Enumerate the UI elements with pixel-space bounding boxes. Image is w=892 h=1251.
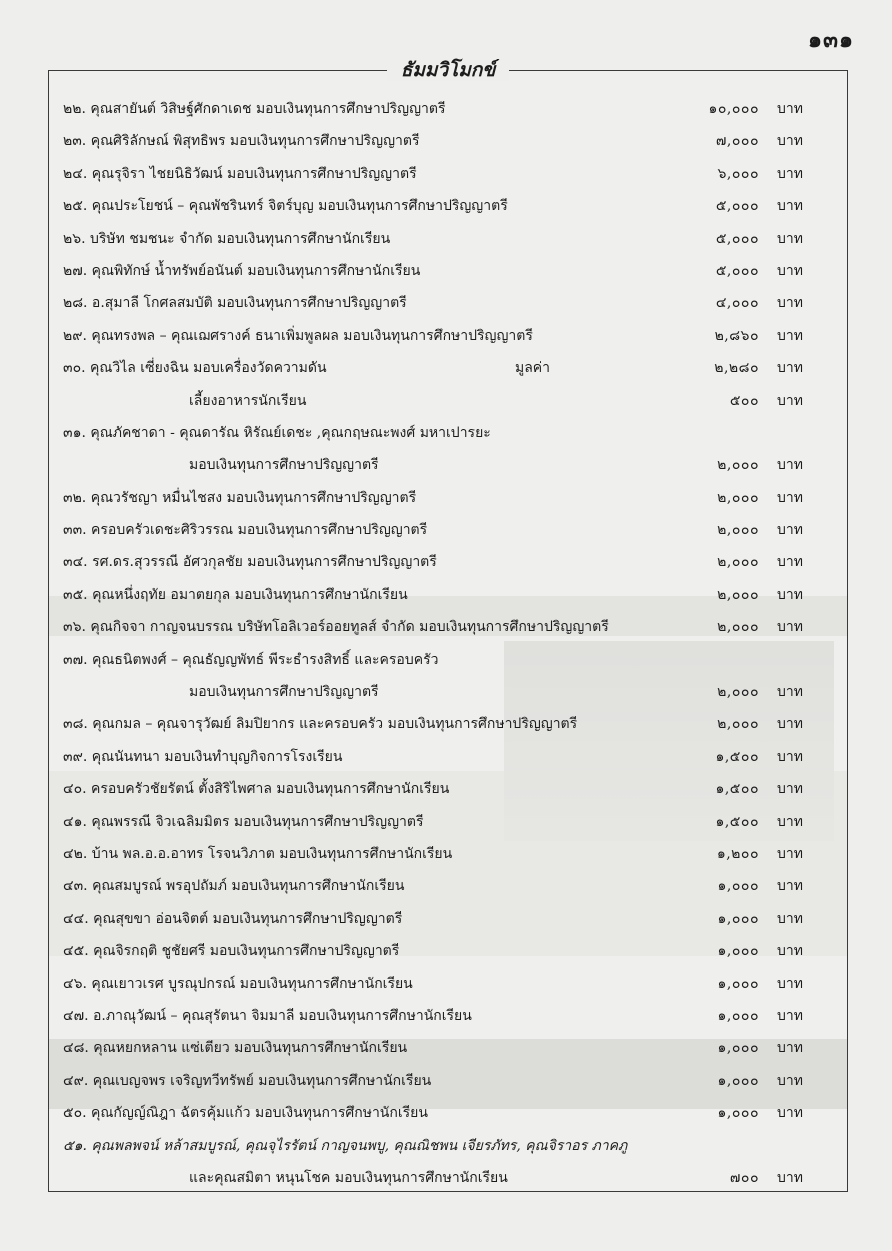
donor-description: มอบเงินทุนการศึกษาปริญญาตรี: [189, 684, 379, 701]
donation-amount: ๔,๐๐๐: [715, 295, 759, 312]
currency-unit: บาท: [777, 327, 803, 344]
donation-amount: ๒,๒๘๐: [714, 360, 759, 377]
donor-description: ๓๗. คุณธนิตพงศ์ – คุณธัญญพัทธ์ พีระธำรงสิทธิ์ และครอบครัว: [63, 651, 439, 668]
list-item: [49, 91, 847, 123]
donation-amount: ๕,๐๐๐: [715, 230, 759, 247]
donor-description: ๓๙. คุณนันทนา มอบเงินทำบุญกิจการโรงเรียน: [63, 748, 343, 765]
donation-amount: ๑,๕๐๐: [715, 781, 759, 798]
donor-description: ๔๘. คุณหยกหลาน แซ่เตียว มอบเงินทุนการศึกษานักเรียน: [63, 1040, 408, 1057]
list-item-continuation: [49, 674, 847, 706]
list-item: [49, 836, 847, 868]
donor-description: ๓๐. คุณวิไล เซี่ยงฉิน มอบเครื่องวัดความดัน: [63, 360, 327, 377]
list-item-continuation: [49, 447, 847, 479]
currency-unit: บาท: [777, 101, 803, 117]
donor-description: ๕๐. คุณกัญญ์ณิฎา ฉัตรคุ้มแก้ว มอบเงินทุนการศึกษานักเรียน: [63, 1105, 428, 1122]
currency-unit: บาท: [777, 716, 803, 733]
donor-description: ๔๐. ครอบครัวชัยรัตน์ ตั้งสิริไพศาล มอบเงินทุนการศึกษานักเรียน: [63, 781, 450, 798]
currency-unit: บาท: [777, 1072, 803, 1089]
list-item: [49, 739, 847, 771]
currency-unit: บาท: [777, 457, 803, 474]
list-item: [49, 221, 847, 253]
value-label: มูลค่า: [515, 360, 551, 377]
currency-unit: บาท: [777, 619, 803, 636]
donation-amount: ๖,๐๐๐: [717, 165, 759, 182]
currency-unit: บาท: [777, 133, 803, 150]
donor-description: ๔๙. คุณเบญจพร เจริญทวีทรัพย์ มอบเงินทุนการศึกษานักเรียน: [63, 1072, 432, 1089]
donor-description: ๓๓. ครอบครัวเดชะศิริวรรณ มอบเงินทุนการศึกษาปริญญาตรี: [63, 522, 428, 539]
donor-description: ๓๕. คุณหนึ่งฤทัย อมาตยกุล มอบเงินทุนการศึกษานักเรียน: [63, 586, 408, 603]
donor-description: ๓๔. รศ.ดร.สุวรรณี อัศวกุลชัย มอบเงินทุนการศึกษาปริญญาตรี: [63, 554, 437, 571]
currency-unit: บาท: [777, 586, 803, 603]
currency-unit: บาท: [777, 943, 803, 960]
currency-unit: บาท: [777, 554, 803, 571]
currency-unit: บาท: [777, 1040, 803, 1057]
donor-description: ๓๖. คุณกิจจา กาญจนบรรณ บริษัทโอลิเวอร์ออยทูลส์ จำกัด มอบเงินทุนการศึกษาปริญญาตรี: [63, 619, 609, 636]
list-item: [49, 350, 847, 382]
donor-description: ๒๙. คุณทรงพล – คุณเฌศรางค์ ธนาเพิ่มพูลผล มอบเงินทุนการศึกษาปริญญาตรี: [63, 327, 533, 344]
donation-amount: ๑,๕๐๐: [715, 748, 759, 765]
donor-description: ๒๖. บริษัท ชมชนะ จำกัด มอบเงินทุนการศึกษานักเรียน: [63, 230, 391, 247]
currency-unit: บาท: [777, 845, 803, 862]
donor-description: ๓๒. คุณวรัชญา หมื่นไชสง มอบเงินทุนการศึกษาปริญญาตรี: [63, 489, 417, 506]
donation-amount: ๒,๐๐๐: [717, 586, 759, 603]
donor-list: [49, 91, 847, 1192]
donation-amount: ๑,๐๐๐: [717, 975, 759, 992]
list-item: [49, 1030, 847, 1062]
currency-unit: บาท: [777, 489, 803, 506]
currency-unit: บาท: [777, 1007, 803, 1024]
donation-amount: ๒,๘๖๐: [714, 327, 759, 344]
list-item: [49, 933, 847, 965]
donor-description: ๔๒. บ้าน พล.อ.อ.อาทร โรจนวิภาต มอบเงินทุนการศึกษานักเรียน: [63, 845, 453, 862]
currency-unit: บาท: [777, 1105, 803, 1122]
currency-unit: บาท: [777, 748, 803, 765]
donation-amount: ๒,๐๐๐: [717, 684, 759, 701]
donation-amount: ๑,๕๐๐: [715, 813, 759, 830]
donor-description: ๒๗. คุณพิทักษ์ น้ำทรัพย์อนันต์ มอบเงินทุนการศึกษานักเรียน: [63, 262, 421, 279]
page-number: ๑๓๑: [808, 27, 854, 53]
donation-amount: ๒,๐๐๐: [717, 489, 759, 506]
donor-description: ๒๒. คุณสายันต์ วิสิษฐ์ศักดาเดช มอบเงินทุนการศึกษาปริญญาตรี: [63, 101, 446, 117]
donation-amount: ๑,๒๐๐: [716, 845, 759, 862]
donation-amount: ๗,๐๐๐: [715, 133, 759, 150]
list-item: [49, 544, 847, 576]
currency-unit: บาท: [777, 1169, 803, 1186]
donor-list-frame: [48, 59, 848, 1192]
list-item: [49, 253, 847, 285]
donation-amount: ๕,๐๐๐: [715, 262, 759, 279]
donation-amount: ๒,๐๐๐: [717, 716, 759, 733]
list-item: [49, 285, 847, 317]
list-item-continuation: [49, 1160, 847, 1192]
donation-amount: ๒,๐๐๐: [717, 554, 759, 571]
list-item: [49, 1128, 847, 1160]
donation-amount: ๒,๐๐๐: [717, 522, 759, 539]
currency-unit: บาท: [777, 262, 803, 279]
list-item: [49, 706, 847, 738]
list-item: [49, 577, 847, 609]
donation-amount: ๕๐๐: [729, 392, 759, 409]
donation-amount: ๒,๐๐๐: [717, 619, 759, 636]
donation-amount: ๑,๐๐๐: [717, 943, 759, 960]
currency-unit: บาท: [777, 165, 803, 182]
donation-amount: ๑๐,๐๐๐: [708, 101, 759, 117]
currency-unit: บาท: [777, 975, 803, 992]
currency-unit: บาท: [777, 522, 803, 539]
donor-description: ๒๓. คุณศิริลักษณ์ พิสุทธิพร มอบเงินทุนการศึกษาปริญญาตรี: [63, 133, 420, 150]
section-title: ธัมมวิโมกข์: [49, 55, 847, 85]
donation-amount: ๒,๐๐๐: [717, 457, 759, 474]
donor-description: ๔๕. คุณจิรกฤติ ชูชัยศรี มอบเงินทุนการศึกษาปริญญาตรี: [63, 943, 400, 960]
currency-unit: บาท: [777, 360, 803, 377]
currency-unit: บาท: [777, 392, 803, 409]
list-item: [49, 966, 847, 998]
list-item-continuation: [49, 383, 847, 415]
list-item: [49, 642, 847, 674]
currency-unit: บาท: [777, 878, 803, 895]
currency-unit: บาท: [777, 781, 803, 798]
list-item: [49, 1095, 847, 1127]
list-item: [49, 868, 847, 900]
donor-description: ๕๑. คุณพลพจน์ หล้าสมบูรณ์, คุณจุไรรัตน์ กาญจนพบู, คุณณิชพน เจียรภัทร, คุณจิราอร ภาคภู: [63, 1137, 628, 1154]
currency-unit: บาท: [777, 684, 803, 701]
donor-description: ๔๖. คุณเยาวเรศ บูรณุปกรณ์ มอบเงินทุนการศึกษานักเรียน: [63, 975, 413, 992]
donor-description: เลี้ยงอาหารนักเรียน: [189, 392, 307, 409]
list-item: [49, 156, 847, 188]
list-item: [49, 480, 847, 512]
donor-description: ๔๑. คุณพรรณี จิวเฉลิมมิตร มอบเงินทุนการศึกษาปริญญาตรี: [63, 813, 424, 830]
list-item: [49, 415, 847, 447]
donation-amount: ๑,๐๐๐: [717, 1040, 759, 1057]
list-item: [49, 512, 847, 544]
currency-unit: บาท: [777, 910, 803, 927]
list-item: [49, 609, 847, 641]
list-item: [49, 123, 847, 155]
list-item: [49, 804, 847, 836]
list-item: [49, 771, 847, 803]
currency-unit: บาท: [777, 295, 803, 312]
donation-amount: ๑,๐๐๐: [717, 910, 759, 927]
list-item: [49, 318, 847, 350]
donor-description: และคุณสมิตา หนุนโชค มอบเงินทุนการศึกษานักเรียน: [189, 1169, 508, 1186]
donor-description: ๒๕. คุณประโยชน์ – คุณพัชรินทร์ จิตร์บุญ มอบเงินทุนการศึกษาปริญญาตรี: [63, 198, 508, 215]
currency-unit: บาท: [777, 230, 803, 247]
donation-amount: ๑,๐๐๐: [717, 878, 759, 895]
currency-unit: บาท: [777, 813, 803, 830]
donor-description: ๒๔. คุณรุจิรา ไชยนิธิวัฒน์ มอบเงินทุนการศึกษาปริญญาตรี: [63, 165, 417, 182]
donor-description: ๓๘. คุณกมล – คุณจารุวัฒย์ ลิมปิยากร และครอบครัว มอบเงินทุนการศึกษาปริญญาตรี: [63, 716, 578, 733]
donor-description: ๔๔. คุณสุขขา อ่อนจิตต์ มอบเงินทุนการศึกษาปริญญาตรี: [63, 910, 403, 927]
list-item: [49, 188, 847, 220]
list-item: [49, 901, 847, 933]
donation-amount: ๑,๐๐๐: [717, 1105, 759, 1122]
donor-description: ๓๑. คุณภัคชาดา - คุณดารัณ หิรัณย์เดชะ ,คุณกฤษณะพงศ์ มหาเปารยะ: [63, 424, 491, 441]
donation-amount: ๕,๐๐๐: [715, 198, 759, 215]
donation-amount: ๗๐๐: [729, 1169, 759, 1186]
donation-amount: ๑,๐๐๐: [717, 1007, 759, 1024]
donor-description: ๔๓. คุณสมบูรณ์ พรอุปถัมภ์ มอบเงินทุนการศึกษานักเรียน: [63, 878, 405, 895]
donor-description: ๒๘. อ.สุมาลี โกศลสมบัติ มอบเงินทุนการศึกษาปริญญาตรี: [63, 295, 407, 312]
donation-amount: ๑,๐๐๐: [717, 1072, 759, 1089]
list-item: [49, 1063, 847, 1095]
donor-description: ๔๗. อ.ภาณุวัฒน์ – คุณสุรัตนา จิมมาลี มอบเงินทุนการศึกษานักเรียน: [63, 1007, 472, 1024]
currency-unit: บาท: [777, 198, 803, 215]
list-item: [49, 998, 847, 1030]
donor-description: มอบเงินทุนการศึกษาปริญญาตรี: [189, 457, 379, 474]
